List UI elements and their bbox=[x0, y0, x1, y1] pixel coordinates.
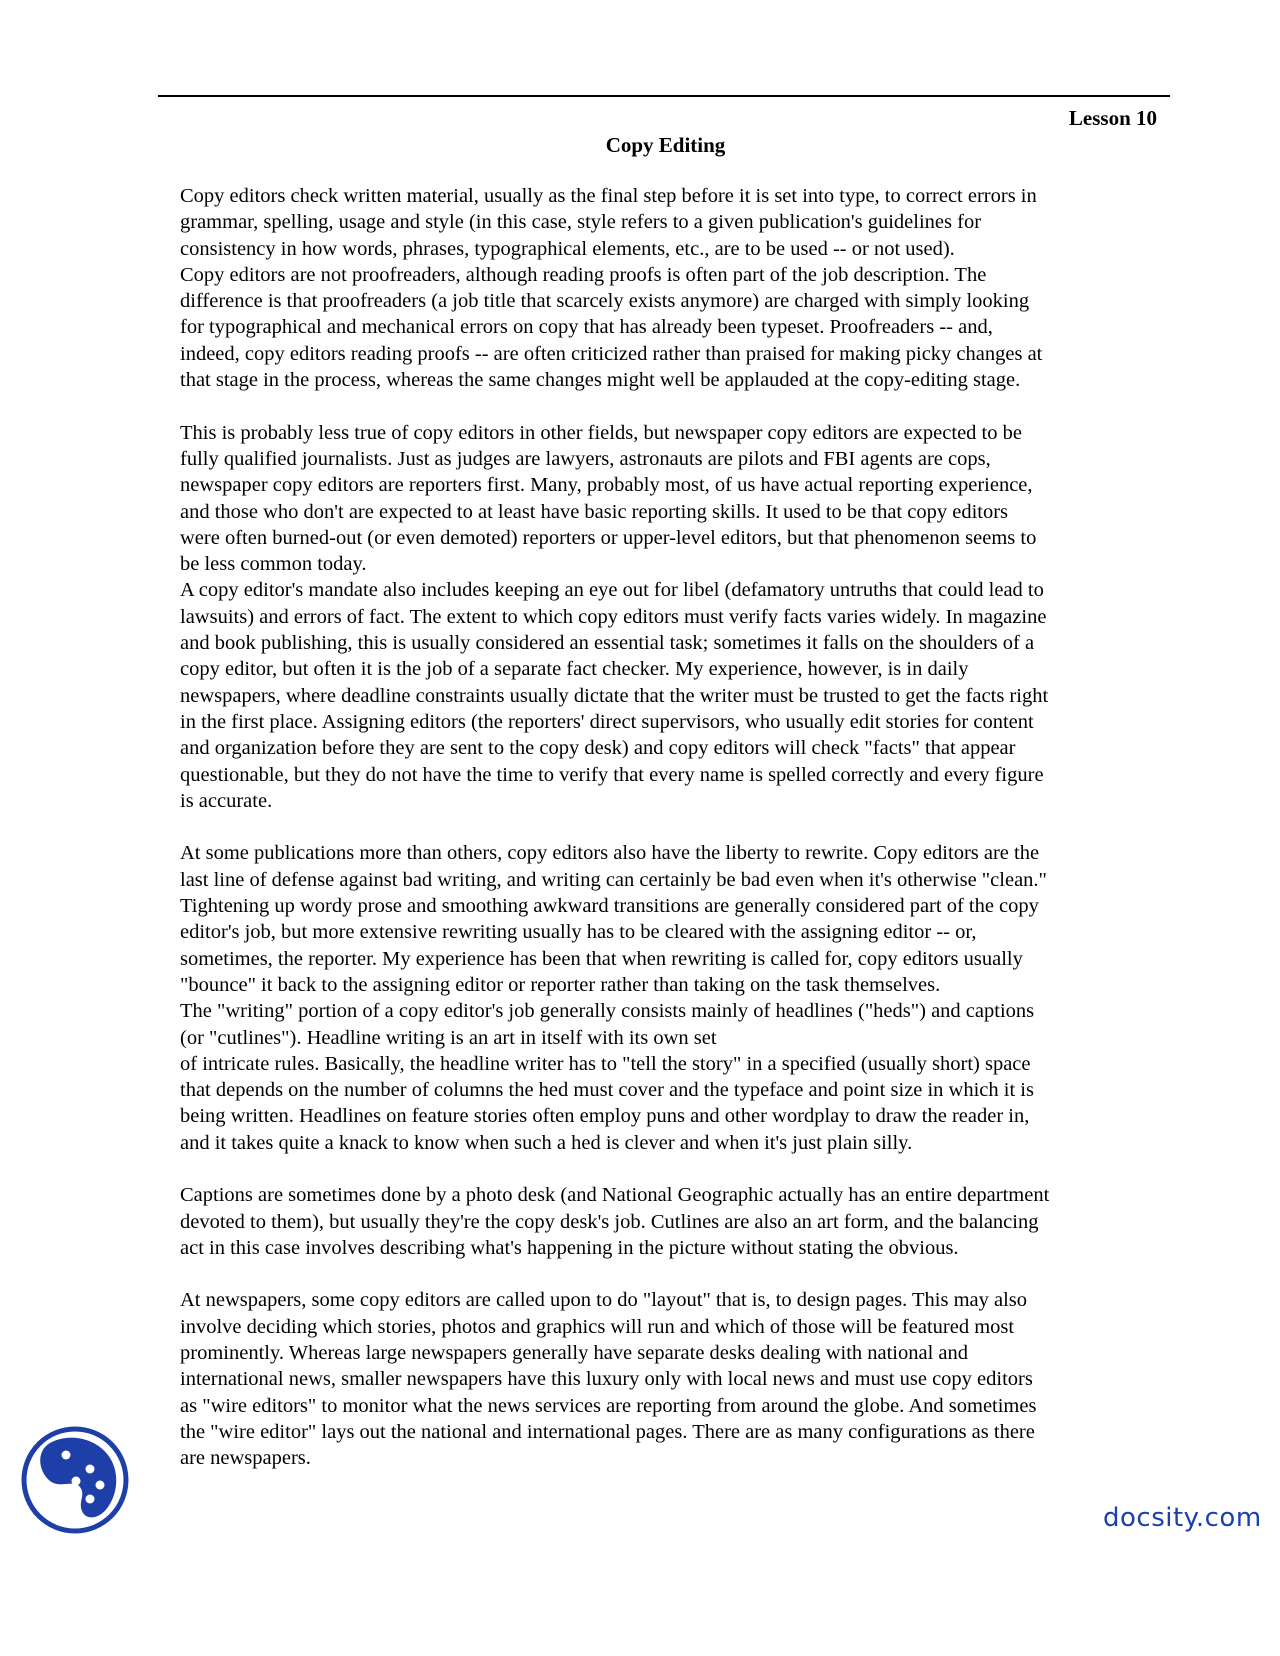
text-line: involve deciding which stories, photos and graphics will run and which of those will be featured most bbox=[180, 1315, 1015, 1338]
text-line: and those who don't are expected to at least have basic reporting skills. It used to be that copy editors bbox=[180, 500, 1009, 523]
text-line: editor's job, but more extensive rewriting usually has to be cleared with the assigning editor -- or, bbox=[180, 921, 977, 944]
text-line: grammar, spelling, usage and style (in this case, style refers to a given publication's guidelines for bbox=[180, 211, 982, 234]
text-line: fully qualified journalists. Just as judges are lawyers, astronauts are pilots and FBI agents are cops, bbox=[180, 447, 991, 470]
docsity-logo-icon[interactable] bbox=[20, 1425, 130, 1535]
text-line: being written. Headlines on feature stories often employ puns and other wordplay to draw the reader in, bbox=[180, 1105, 1030, 1128]
text-line: act in this case involves describing what's happening in the picture without stating the obvious. bbox=[180, 1236, 959, 1259]
text-line: newspaper copy editors are reporters first. Many, probably most, of us have actual reporting experience, bbox=[180, 474, 1033, 497]
paragraph-gap bbox=[180, 814, 1160, 840]
text-line: and book publishing, this is usually considered an essential task; sometimes it falls on the shoulders of a bbox=[180, 632, 1035, 655]
text-line: Captions are sometimes done by a photo desk (and National Geographic actually has an entire department bbox=[180, 1184, 1050, 1207]
text-line: prominently. Whereas large newspapers generally have separate desks dealing with national and bbox=[180, 1342, 969, 1365]
text-line: the "wire editor" lays out the national and international pages. There are as many configurations as there bbox=[180, 1420, 1035, 1443]
text-line: and it takes quite a knack to know when such a hed is clever and when it's just plain silly. bbox=[180, 1131, 913, 1154]
text-line: of intricate rules. Basically, the headline writer has to "tell the story" in a specified (usually short) space bbox=[180, 1052, 1031, 1075]
text-line: in the first place. Assigning editors (the reporters' direct supervisors, who usually edit stories for content bbox=[180, 710, 1034, 733]
text-line: The "writing" portion of a copy editor's job generally consists mainly of headlines ("heds") and captions bbox=[180, 1000, 1035, 1023]
text-line: and organization before they are sent to the copy desk) and copy editors will check "facts" that appear bbox=[180, 737, 1016, 760]
text-line: This is probably less true of copy editors in other fields, but newspaper copy editors are expected to be bbox=[180, 421, 1022, 444]
text-line: consistency in how words, phrases, typographical elements, etc., are to be used -- or not used). bbox=[180, 237, 955, 260]
text-line: as "wire editors" to monitor what the news services are reporting from around the globe. And sometimes bbox=[180, 1394, 1037, 1417]
text-line: were often burned-out (or even demoted) reporters or upper-level editors, but that phenomenon seems to bbox=[180, 526, 1037, 549]
text-line: that stage in the process, whereas the same changes might well be applauded at the copy-editing stage. bbox=[180, 369, 1021, 392]
top-rule bbox=[158, 95, 1170, 97]
text-line: questionable, but they do not have the time to verify that every name is spelled correctly and every figure bbox=[180, 763, 1044, 786]
text-line: At some publications more than others, copy editors also have the liberty to rewrite. Copy editors are the bbox=[180, 842, 1040, 865]
body-text bbox=[180, 183, 1160, 1472]
paragraph-gap bbox=[180, 393, 1160, 419]
text-line: difference is that proofreaders (a job title that scarcely exists anymore) are charged with simply looking bbox=[180, 290, 1030, 313]
lesson-label: Lesson 10 bbox=[1068, 106, 1157, 130]
paragraph-gap bbox=[180, 1261, 1160, 1287]
brand-link[interactable]: docsity.com bbox=[1103, 1503, 1262, 1533]
text-line: sometimes, the reporter. My experience has been that when rewriting is called for, copy editors usually bbox=[180, 947, 1023, 970]
text-line: lawsuits) and errors of fact. The extent to which copy editors must verify facts varies widely. In magazine bbox=[180, 605, 1047, 628]
text-line: that depends on the number of columns the hed must cover and the typeface and point size in which it is bbox=[180, 1079, 1034, 1102]
text-line: A copy editor's mandate also includes keeping an eye out for libel (defamatory untruths that could lead to bbox=[180, 579, 1044, 602]
text-line: international news, smaller newspapers have this luxury only with local news and must use copy editors bbox=[180, 1368, 1033, 1391]
page-title: Copy Editing bbox=[605, 133, 726, 157]
text-line: copy editor, but often it is the job of a separate fact checker. My experience, however, is in daily bbox=[180, 658, 969, 681]
text-line: devoted to them), but usually they're the copy desk's job. Cutlines are also an art form, and the balancing bbox=[180, 1210, 1039, 1233]
text-line: (or "cutlines"). Headline writing is an art in itself with its own set bbox=[180, 1026, 717, 1049]
text-line: last line of defense against bad writing, and writing can certainly be bad even when it's otherwise "clean." bbox=[180, 868, 1047, 891]
text-line: is accurate. bbox=[180, 789, 273, 812]
text-line: Copy editors check written material, usually as the final step before it is set into type, to correct errors in bbox=[180, 185, 1037, 207]
text-line: be less common today. bbox=[180, 553, 367, 576]
text-line: indeed, copy editors reading proofs -- are often criticized rather than praised for making picky changes at bbox=[180, 342, 1043, 365]
text-line: are newspapers. bbox=[180, 1447, 311, 1470]
text-line: Tightening up wordy prose and smoothing awkward transitions are generally considered part of the copy bbox=[180, 895, 1039, 918]
text-line: Copy editors are not proofreaders, although reading proofs is often part of the job description. The bbox=[180, 263, 987, 286]
text-line: At newspapers, some copy editors are called upon to do "layout" that is, to design pages. This may also bbox=[180, 1289, 1028, 1312]
paragraph-gap bbox=[180, 1156, 1160, 1182]
text-line: for typographical and mechanical errors on copy that has already been typeset. Proofreaders -- and, bbox=[180, 316, 993, 339]
text-line: newspapers, where deadline constraints usually dictate that the writer must be trusted to get the facts right bbox=[180, 684, 1049, 707]
text-line: "bounce" it back to the assigning editor or reporter rather than taking on the task themselves. bbox=[180, 973, 941, 996]
